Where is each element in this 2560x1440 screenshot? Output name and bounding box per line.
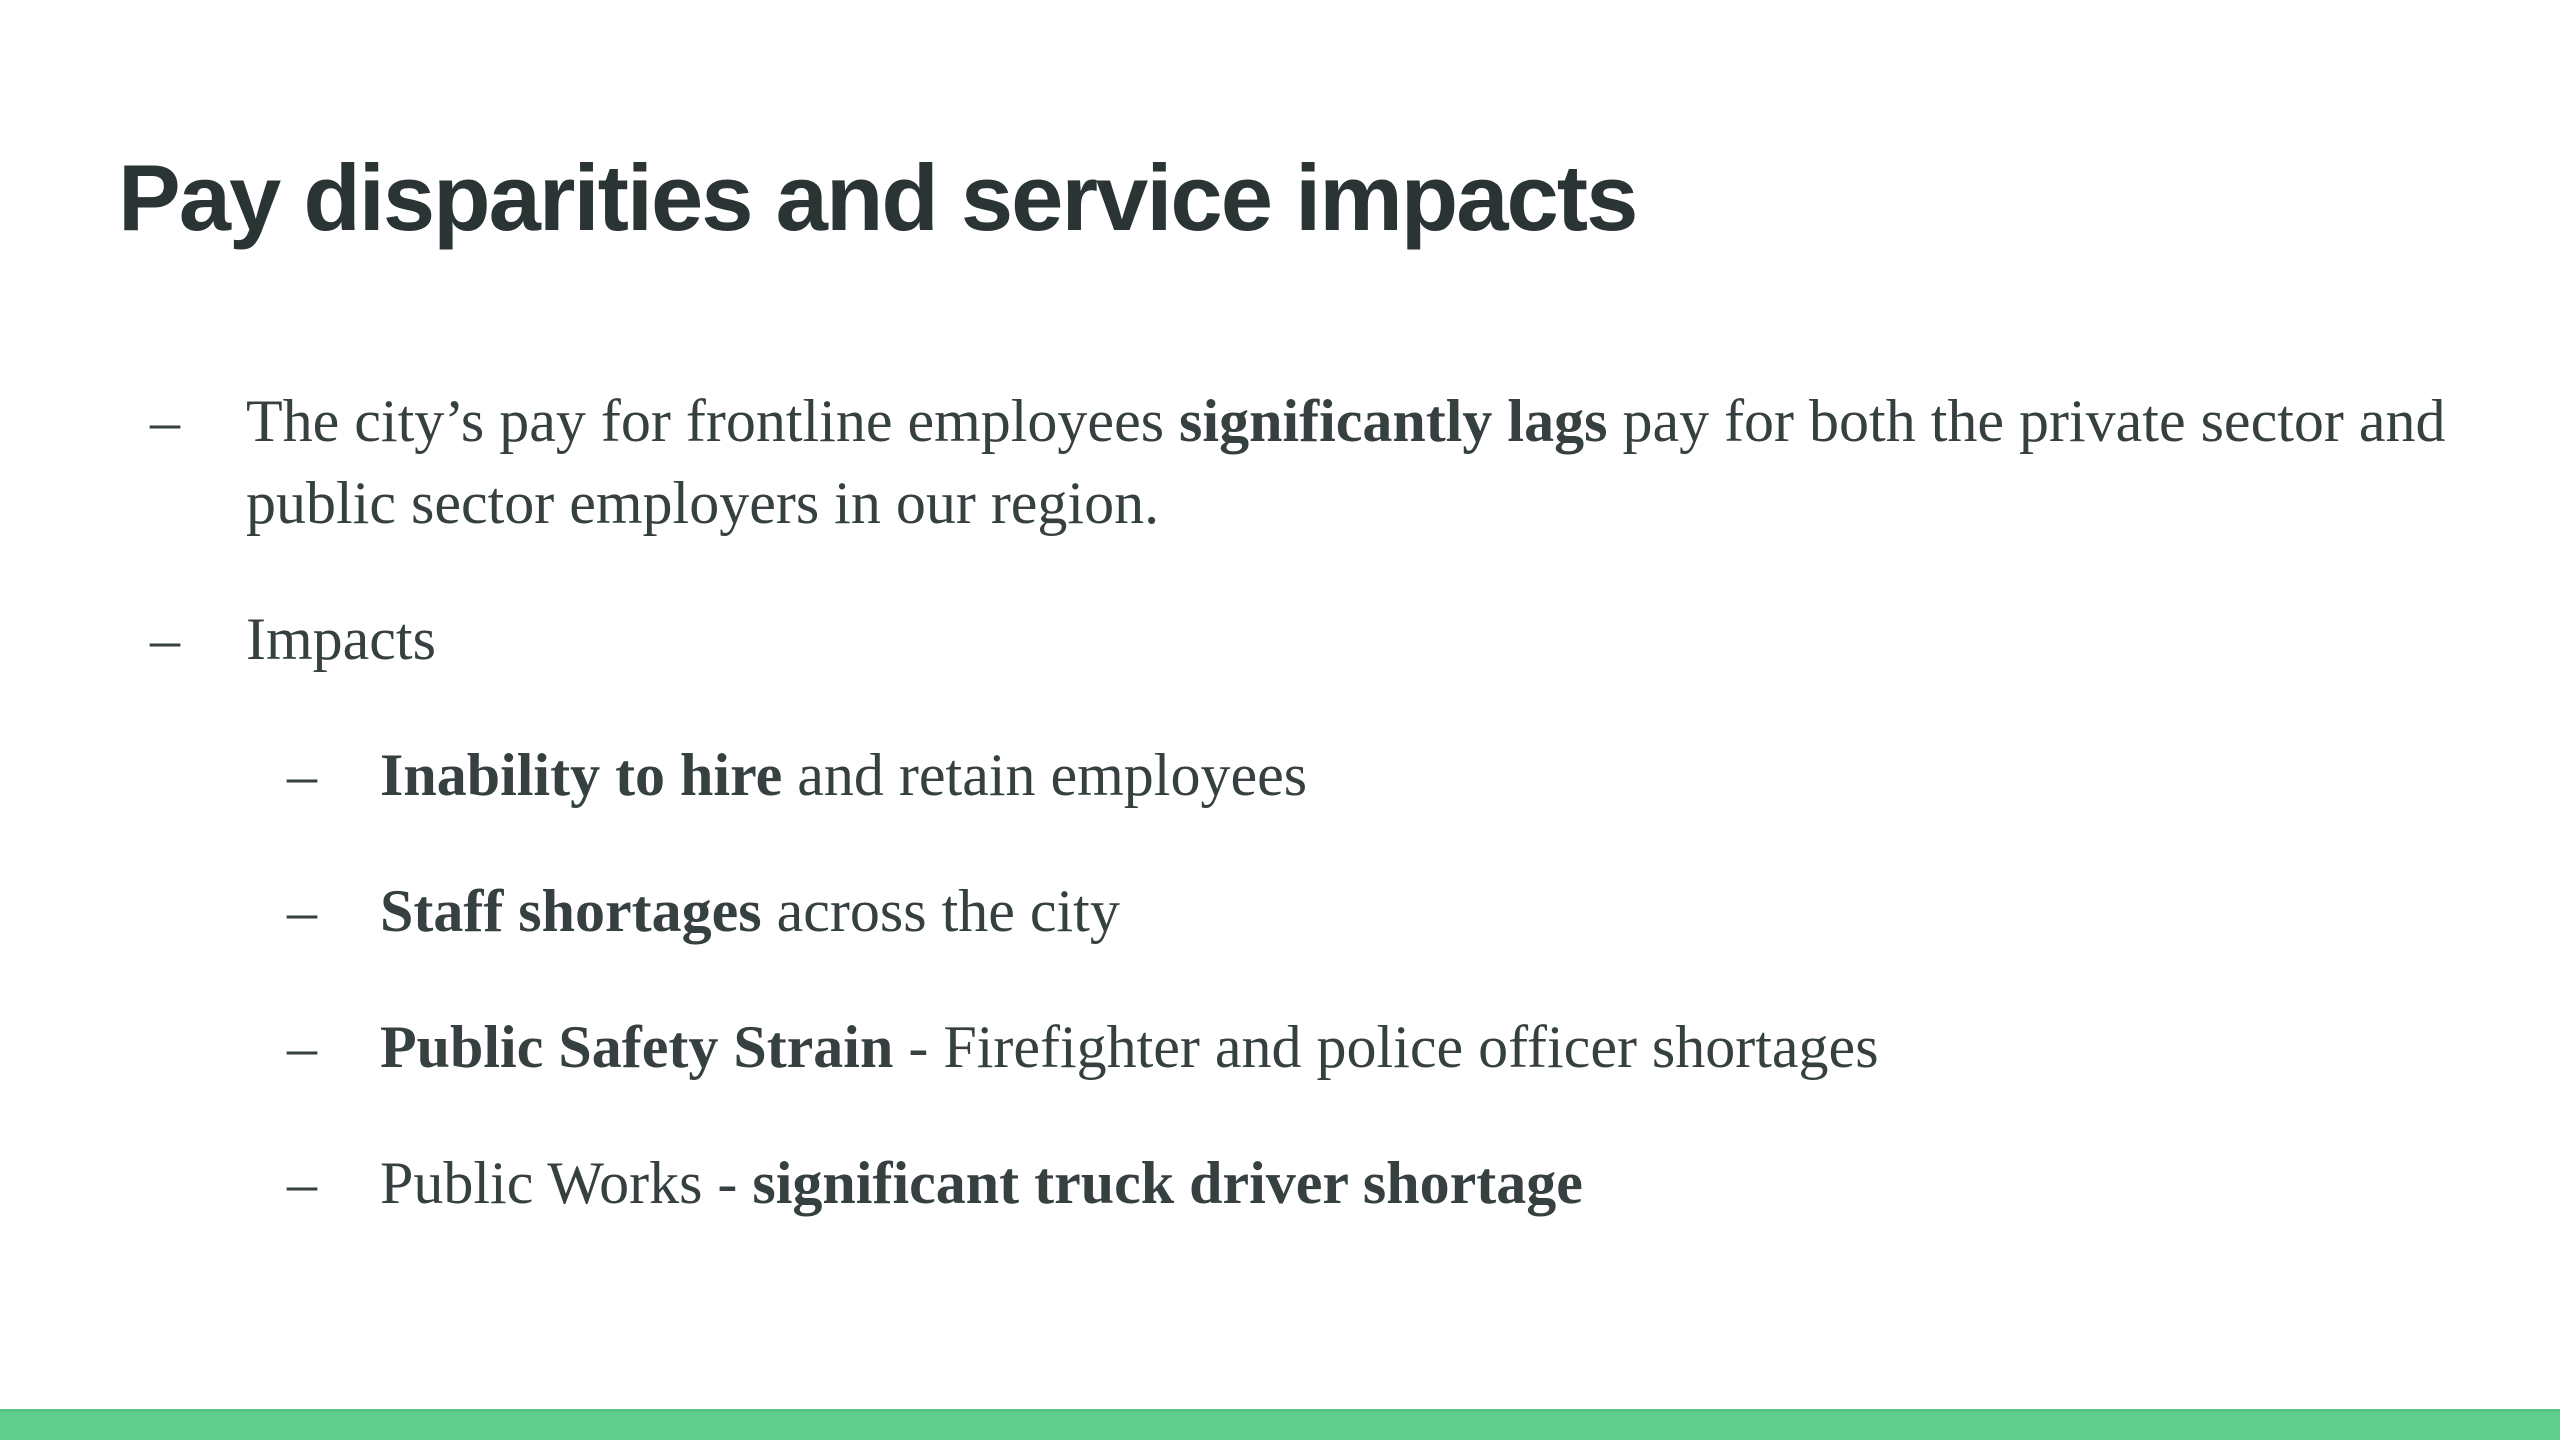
bullet-text: [380, 870, 2460, 952]
slide-title: Pay disparities and service impacts: [118, 145, 1637, 250]
text-segment-bold: Public Safety Strain: [380, 1014, 894, 1080]
sub-bullet-item-public-safety: [287, 1006, 2460, 1088]
sub-bullet-item-public-works: [287, 1142, 2460, 1224]
text-segment: Public Works -: [380, 1150, 753, 1216]
text-segment-bold: significant truck driver shortage: [752, 1150, 1583, 1216]
text-segment: pay for both the private sector and public sector employers in our region.: [246, 388, 2446, 536]
bullet-text: [380, 734, 2460, 816]
sub-bullet-item-hiring: [287, 734, 2460, 816]
bullet-text: [246, 380, 2460, 544]
dash-bullet-marker: –: [287, 878, 317, 944]
text-segment: and retain employees: [782, 742, 1308, 808]
text-segment: Impacts: [246, 606, 436, 672]
dash-bullet-marker: –: [287, 742, 317, 808]
text-segment: The city’s pay for frontline employees: [246, 388, 1180, 454]
sub-bullet-item-staff-shortages: [287, 870, 2460, 952]
dash-bullet-marker: –: [150, 606, 180, 672]
text-segment-bold: significantly lags: [1179, 388, 1608, 454]
bullet-text: [380, 1142, 2460, 1224]
dash-bullet-marker: –: [287, 1014, 317, 1080]
dash-bullet-marker: –: [150, 388, 180, 454]
text-segment: - Firefighter and police officer shortages: [893, 1014, 1879, 1080]
bullet-text: [380, 1006, 2460, 1088]
dash-bullet-marker: –: [287, 1150, 317, 1216]
text-segment: across the city: [761, 878, 1120, 944]
bullet-item-pay-lags: [150, 380, 2460, 544]
text-segment-bold: Staff shortages: [380, 878, 762, 944]
bullet-list: [150, 380, 2460, 1278]
bullet-text: [246, 598, 2460, 680]
bottom-accent-bar: [0, 1409, 2560, 1440]
bullet-item-impacts: [150, 598, 2460, 680]
text-segment-bold: Inability to hire: [380, 742, 783, 808]
